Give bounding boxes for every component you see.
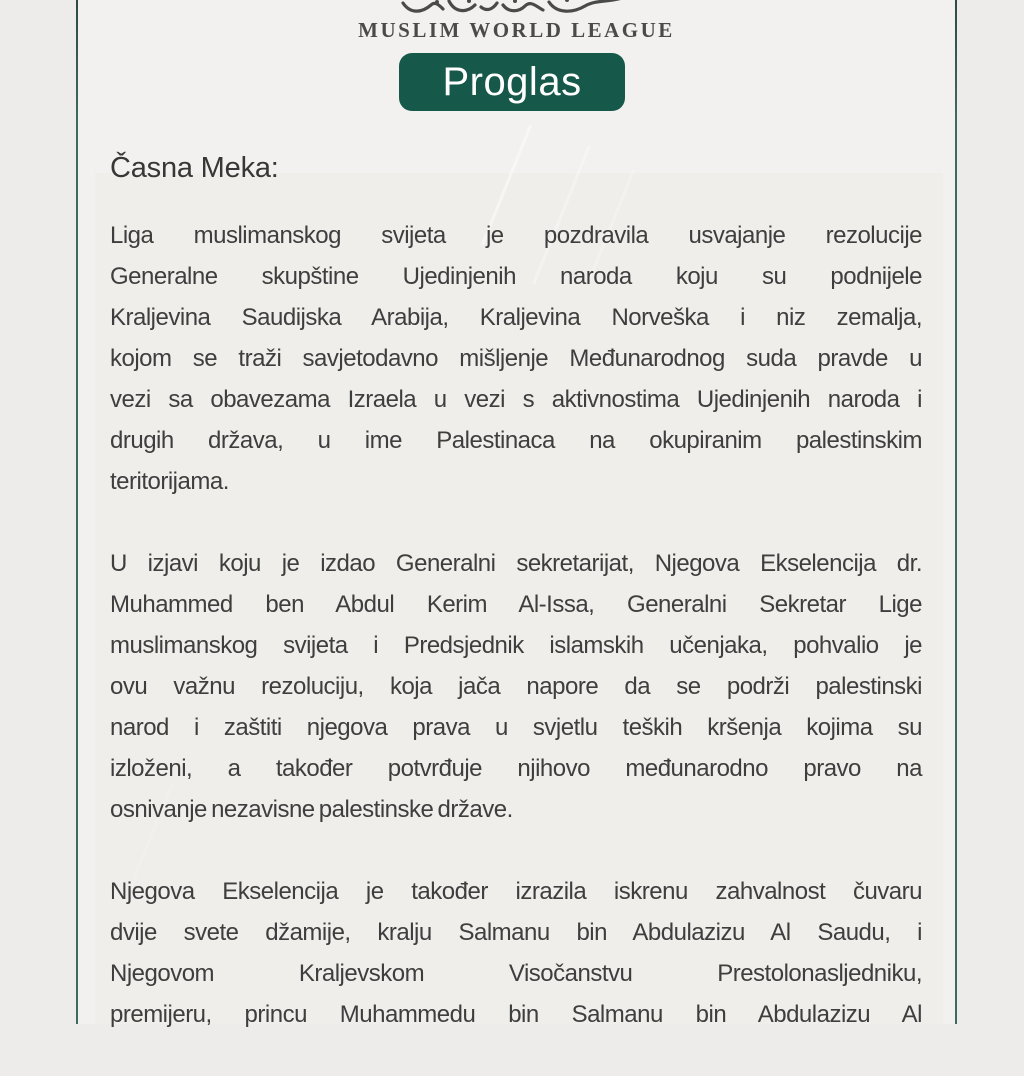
text-line: Njegova Ekselencija je također izrazila iskrenu zahvalnost čuvaru (110, 878, 922, 905)
text-line: Njegovom Kraljevskom Visočanstvu Prestolonasljedniku, (110, 960, 922, 987)
right-border-rule (955, 0, 957, 1024)
text-line: U izjavi koju je izdao Generalni sekretarijat, Njegova Ekselencija dr. (110, 550, 922, 577)
arabic-calligraphy-logo-icon (78, 0, 955, 13)
document-body (110, 148, 922, 1076)
text-line: premijeru, princu Muhammedu bin Salmanu bin Abdulazizu Al (110, 1001, 922, 1028)
left-border-rule (76, 0, 78, 1024)
text-line: Muhammed ben Abdul Kerim Al-Issa, Generalni Sekretar Lige (110, 591, 922, 618)
paragraph (110, 871, 922, 1035)
text-line: Liga muslimanskog svijeta je pozdravila usvajanje rezolucije (110, 222, 922, 249)
text-line: osnivanje nezavisne palestinske države. (110, 796, 513, 823)
text-line: kojom se traži savjetodavno mišljenje Međunarodnog suda pravde u (110, 345, 922, 372)
text-line: izloženi, a također potvrđuje njihovo međunarodno pravo na (110, 755, 922, 782)
text-line: Generalne skupštine Ujedinjenih naroda koju su podnijele (110, 263, 922, 290)
proglas-title-banner (399, 53, 625, 111)
text-line: muslimanskog svijeta i Predsjednik islamskih učenjaka, pohvalio je (110, 632, 922, 659)
org-name: MUSLIM WORLD LEAGUE (358, 18, 675, 42)
text-line: drugih država, u ime Palestinaca na okupiranim palestinskim (110, 427, 922, 454)
paragraph (110, 215, 922, 502)
banner-label: Proglas (442, 59, 582, 104)
paragraphs-container (110, 215, 922, 1035)
paragraph (110, 543, 922, 830)
text-line: narod i zaštiti njegova prava u svjetlu teških kršenja kojima su (110, 714, 922, 741)
text-line: dvije svete džamije, kralju Salmanu bin Abdulazizu Al Saudu, i (110, 919, 922, 946)
text-line: Kraljevina Saudijska Arabija, Kraljevina Norveška i niz zemalja, (110, 304, 922, 331)
text-line: teritorijama. (110, 468, 229, 495)
document-heading: Časna Meka: (110, 152, 279, 184)
header (78, 0, 955, 43)
text-line: vezi sa obavezama Izraela u vezi s aktivnostima Ujedinjenih naroda i (110, 386, 922, 413)
text-line: ovu važnu rezoluciju, koja jača napore da se podrži palestinski (110, 673, 922, 700)
